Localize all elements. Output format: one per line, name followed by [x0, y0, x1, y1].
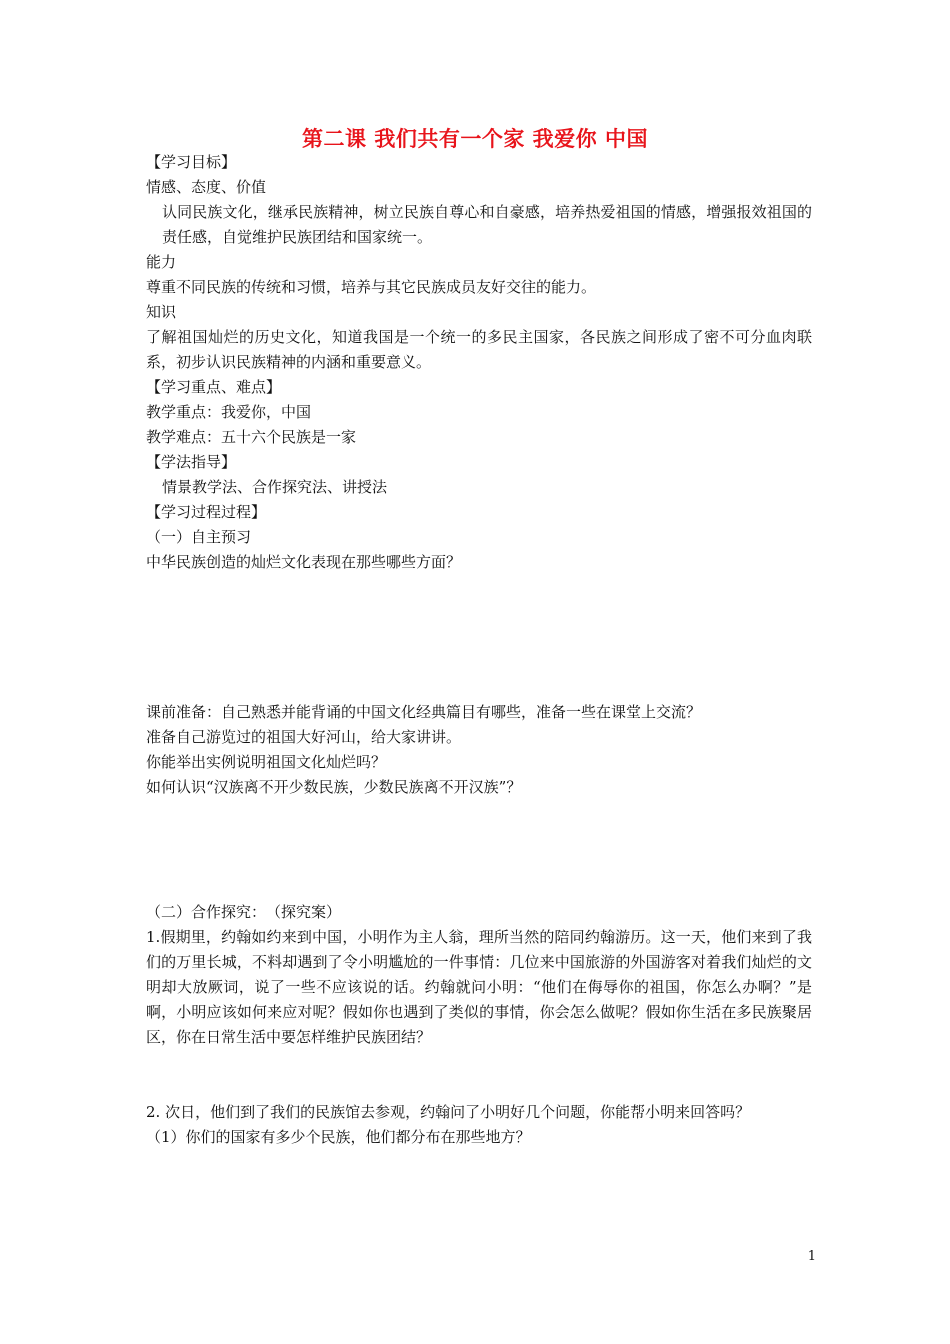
self-study-question: 中华民族创造的灿烂文化表现在那些哪些方面？	[146, 553, 462, 571]
prep-item-4: 如何认识“汉族离不开少数民族，少数民族离不开汉族”？	[146, 778, 522, 796]
page-title: 第二课 我们共有一个家 我爱你 中国	[302, 126, 648, 151]
prep-item-2: 准备自己游览过的祖国大好河山，给大家讲讲。	[146, 728, 462, 746]
focus-heading: 【学习重点、难点】	[146, 378, 282, 396]
emotion-text: 认同民族文化，继承民族精神，树立民族自尊心和自豪感，培养热爱祖国的情感，增强报效祖国的责任感，自觉维护民族团结和国家统一。	[162, 203, 812, 246]
process-heading: 【学习过程过程】	[146, 503, 267, 521]
cooperation-label: （二）合作探究： （探究案）	[146, 903, 342, 921]
objectives-heading: 【学习目标】	[146, 153, 237, 171]
cooperation-question-1: 1.假期里，约翰如约来到中国，小明作为主人翁，理所当然的陪同约翰游历。这一天，他们来到了我们的万里长城，不料却遇到了令小明尴尬的一件事情：几位来中国旅游的外国游客对着我们灿烂的文明却大放厥词，说了一些不应该说的话。约翰就问小明：“他们在侮辱你的祖国，你怎么办啊？”是啊，小明应该如何来应对呢？假如你也遇到了类似的事情，你会怎么做呢？假如你生活在多民族聚居区，你在日常生活中要怎样维护民族团结？	[146, 928, 812, 1046]
ability-label: 能力	[146, 253, 177, 271]
answer-space	[146, 575, 812, 700]
answer-space	[146, 800, 812, 900]
ability-text: 尊重不同民族的传统和习惯，培养与其它民族成员友好交往的能力。	[146, 278, 597, 296]
self-study-label: （一）自主预习	[146, 528, 252, 546]
answer-space	[146, 1050, 812, 1100]
method-text: 情景教学法、合作探究法、讲授法	[162, 478, 388, 496]
knowledge-text: 了解祖国灿烂的历史文化，知道我国是一个统一的多民主国家，各民族之间形成了密不可分血肉联系，初步认识民族精神的内涵和重要意义。	[146, 328, 812, 371]
document-body	[146, 150, 812, 1150]
method-heading: 【学法指导】	[146, 453, 237, 471]
prep-item-1: 课前准备：自己熟悉并能背诵的中国文化经典篇目有哪些，准备一些在课堂上交流？	[146, 703, 702, 721]
cooperation-question-2: 2. 次日，他们到了我们的民族馆去参观，约翰问了小明好几个问题，你能帮小明来回答吗？	[146, 1103, 751, 1121]
prep-item-3: 你能举出实例说明祖国文化灿烂吗？	[146, 753, 387, 771]
knowledge-label: 知识	[146, 303, 177, 321]
cooperation-question-2-sub-1: （1）你们的国家有多少个民族，他们都分布在那些地方？	[146, 1128, 531, 1146]
difficult-point: 教学难点：五十六个民族是一家	[146, 428, 357, 446]
page-number: 1	[807, 1249, 816, 1264]
key-point: 教学重点：我爱你，中国	[146, 403, 312, 421]
emotion-label: 情感、态度、价值	[146, 178, 267, 196]
